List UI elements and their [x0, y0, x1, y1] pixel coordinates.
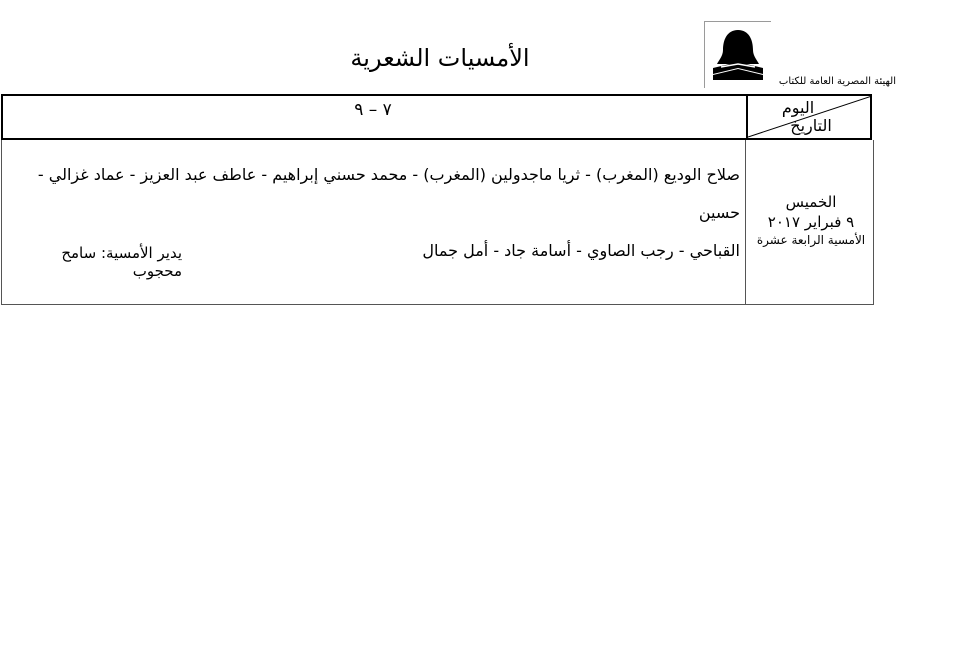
event-date: ٩ فبراير ٢٠١٧ — [767, 213, 855, 231]
schedule-header-row — [1, 94, 872, 140]
header-day-label: اليوم — [781, 98, 815, 117]
moderator: يدير الأمسية: سامح محجوب — [61, 244, 182, 280]
schedule-entry-row — [1, 140, 874, 305]
poets-line: القباحي - رجب الصاوي - أسامة جاد - أمل جمال — [422, 241, 740, 260]
poets-line: صلاح الوديع (المغرب) - ثريا ماجدولين (المغرب) - محمد حسني إبراهيم - عاطف عبد العزيز - عماد غزالي - حسين — [37, 165, 740, 222]
evening-number: الأمسية الرابعة عشرة — [756, 233, 866, 247]
date-range: ٧ – ٩ — [354, 100, 392, 120]
day-name: الخميس — [785, 193, 837, 211]
day-cell — [747, 192, 875, 248]
header-date-label: التاريخ — [790, 116, 832, 135]
page-title: الأمسيات الشعرية — [350, 44, 530, 72]
column-divider — [745, 140, 746, 304]
org-name: الهيئة المصرية العامة للكتاب — [778, 76, 896, 87]
